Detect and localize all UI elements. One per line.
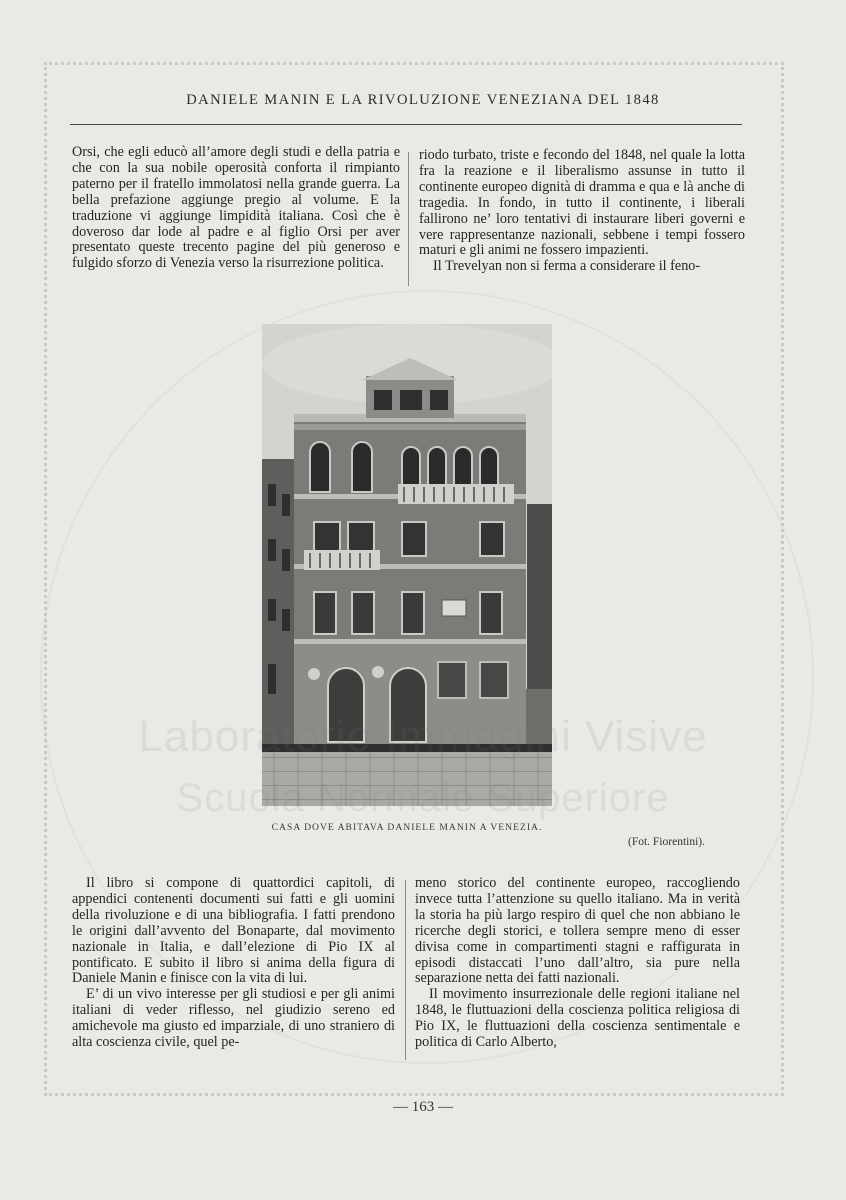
column-divider (405, 880, 406, 1060)
bottom-right-column (415, 876, 740, 1051)
paragraph: Orsi, che egli educò all’amore degli studi e della patria e che con la sua nobile operosità conforta il rimpianto paterno per il fratello immolatosi nella grande guerra. La bella prefazione aggiunge pregio al volume. E la traduzione vi aggiunge limpidità italiana. Così che è doveroso dar lode al padre e al figlio Orsi per aver presentato queste trecento pagine del più generoso e fulgido sforzo di Venezia verso la risurrezione politica. (72, 144, 400, 272)
paragraph: Il movimento insurrezionale delle regioni italiane nel 1848, le fluttuazioni della coscienza politica religiosa di Pio IX, le fluttuazioni della coscienza sentimentale e politica di Carlo Alberto, (415, 986, 740, 1051)
paragraph: E’ di un vivo interesse per gli studiosi e per gli animi italiani di veder riflesso, nel giudizio sereno ed amichevole ma giusto ed imparziale, di uno straniero di alta coscienza civile, quel pe- (72, 986, 395, 1051)
top-left-column (72, 145, 400, 272)
paragraph: Il Trevelyan non si ferma a considerare il feno- (433, 258, 701, 275)
column-divider (408, 152, 409, 286)
bottom-left-column (72, 876, 395, 1051)
watermark-line-1: Laboratorio Immagini Visive (138, 712, 708, 761)
paragraph: meno storico del continente europeo, raccogliendo invece tutta l’attenzione su quello italiano. Ma in verità la storia ha più largo respiro di quel che non abbiano le ricerche degli storici, e tollera sempre meno di esser divisa come in compartimenti stagni e raffigurata in episodi distaccati l’uno dall’altro, sia pure nella separazione netta dei fatti nazionali. (415, 875, 740, 987)
header-rule (70, 124, 742, 125)
figure-caption: CASA DOVE ABITAVA DANIELE MANIN A VENEZIA. (271, 822, 543, 833)
paragraph: Il libro si compone di quattordici capitoli, di appendici contenenti documenti sui fatti e gli uomini della rivoluzione e di una bibliografia. I fatti prendono le origini dall’avvento del Bonaparte, dal movimento nazionale in Italia, e dall’elezione di Pio IX al pontificato. E subito il libro si anima della figura di Daniele Manin e finisce con la vita di lui. (72, 875, 395, 987)
watermark-line-2: Scuola Normale Superiore (176, 776, 670, 820)
top-right-column (419, 148, 745, 275)
photo-credit: (Fot. Fiorentini). (628, 836, 705, 848)
running-head: DANIELE MANIN E LA RIVOLUZIONE VENEZIANA DEL 1848 (186, 92, 660, 108)
page-number: — 163 — (393, 1099, 453, 1115)
paragraph: riodo turbato, triste e fecondo del 1848, nel quale la lotta fra la reazione e il liberalismo assunse in tutto il continente europeo dignità di dramma e qua e là anche di tragedia. In fondo, in tutto il continente, i liberali fallirono ne’ loro tentativi di instaurare liberi governi e vere rappresentanze nazionali, sebbene i tempi fossero maturi e gli animi ne fossero impazienti. (419, 147, 745, 259)
